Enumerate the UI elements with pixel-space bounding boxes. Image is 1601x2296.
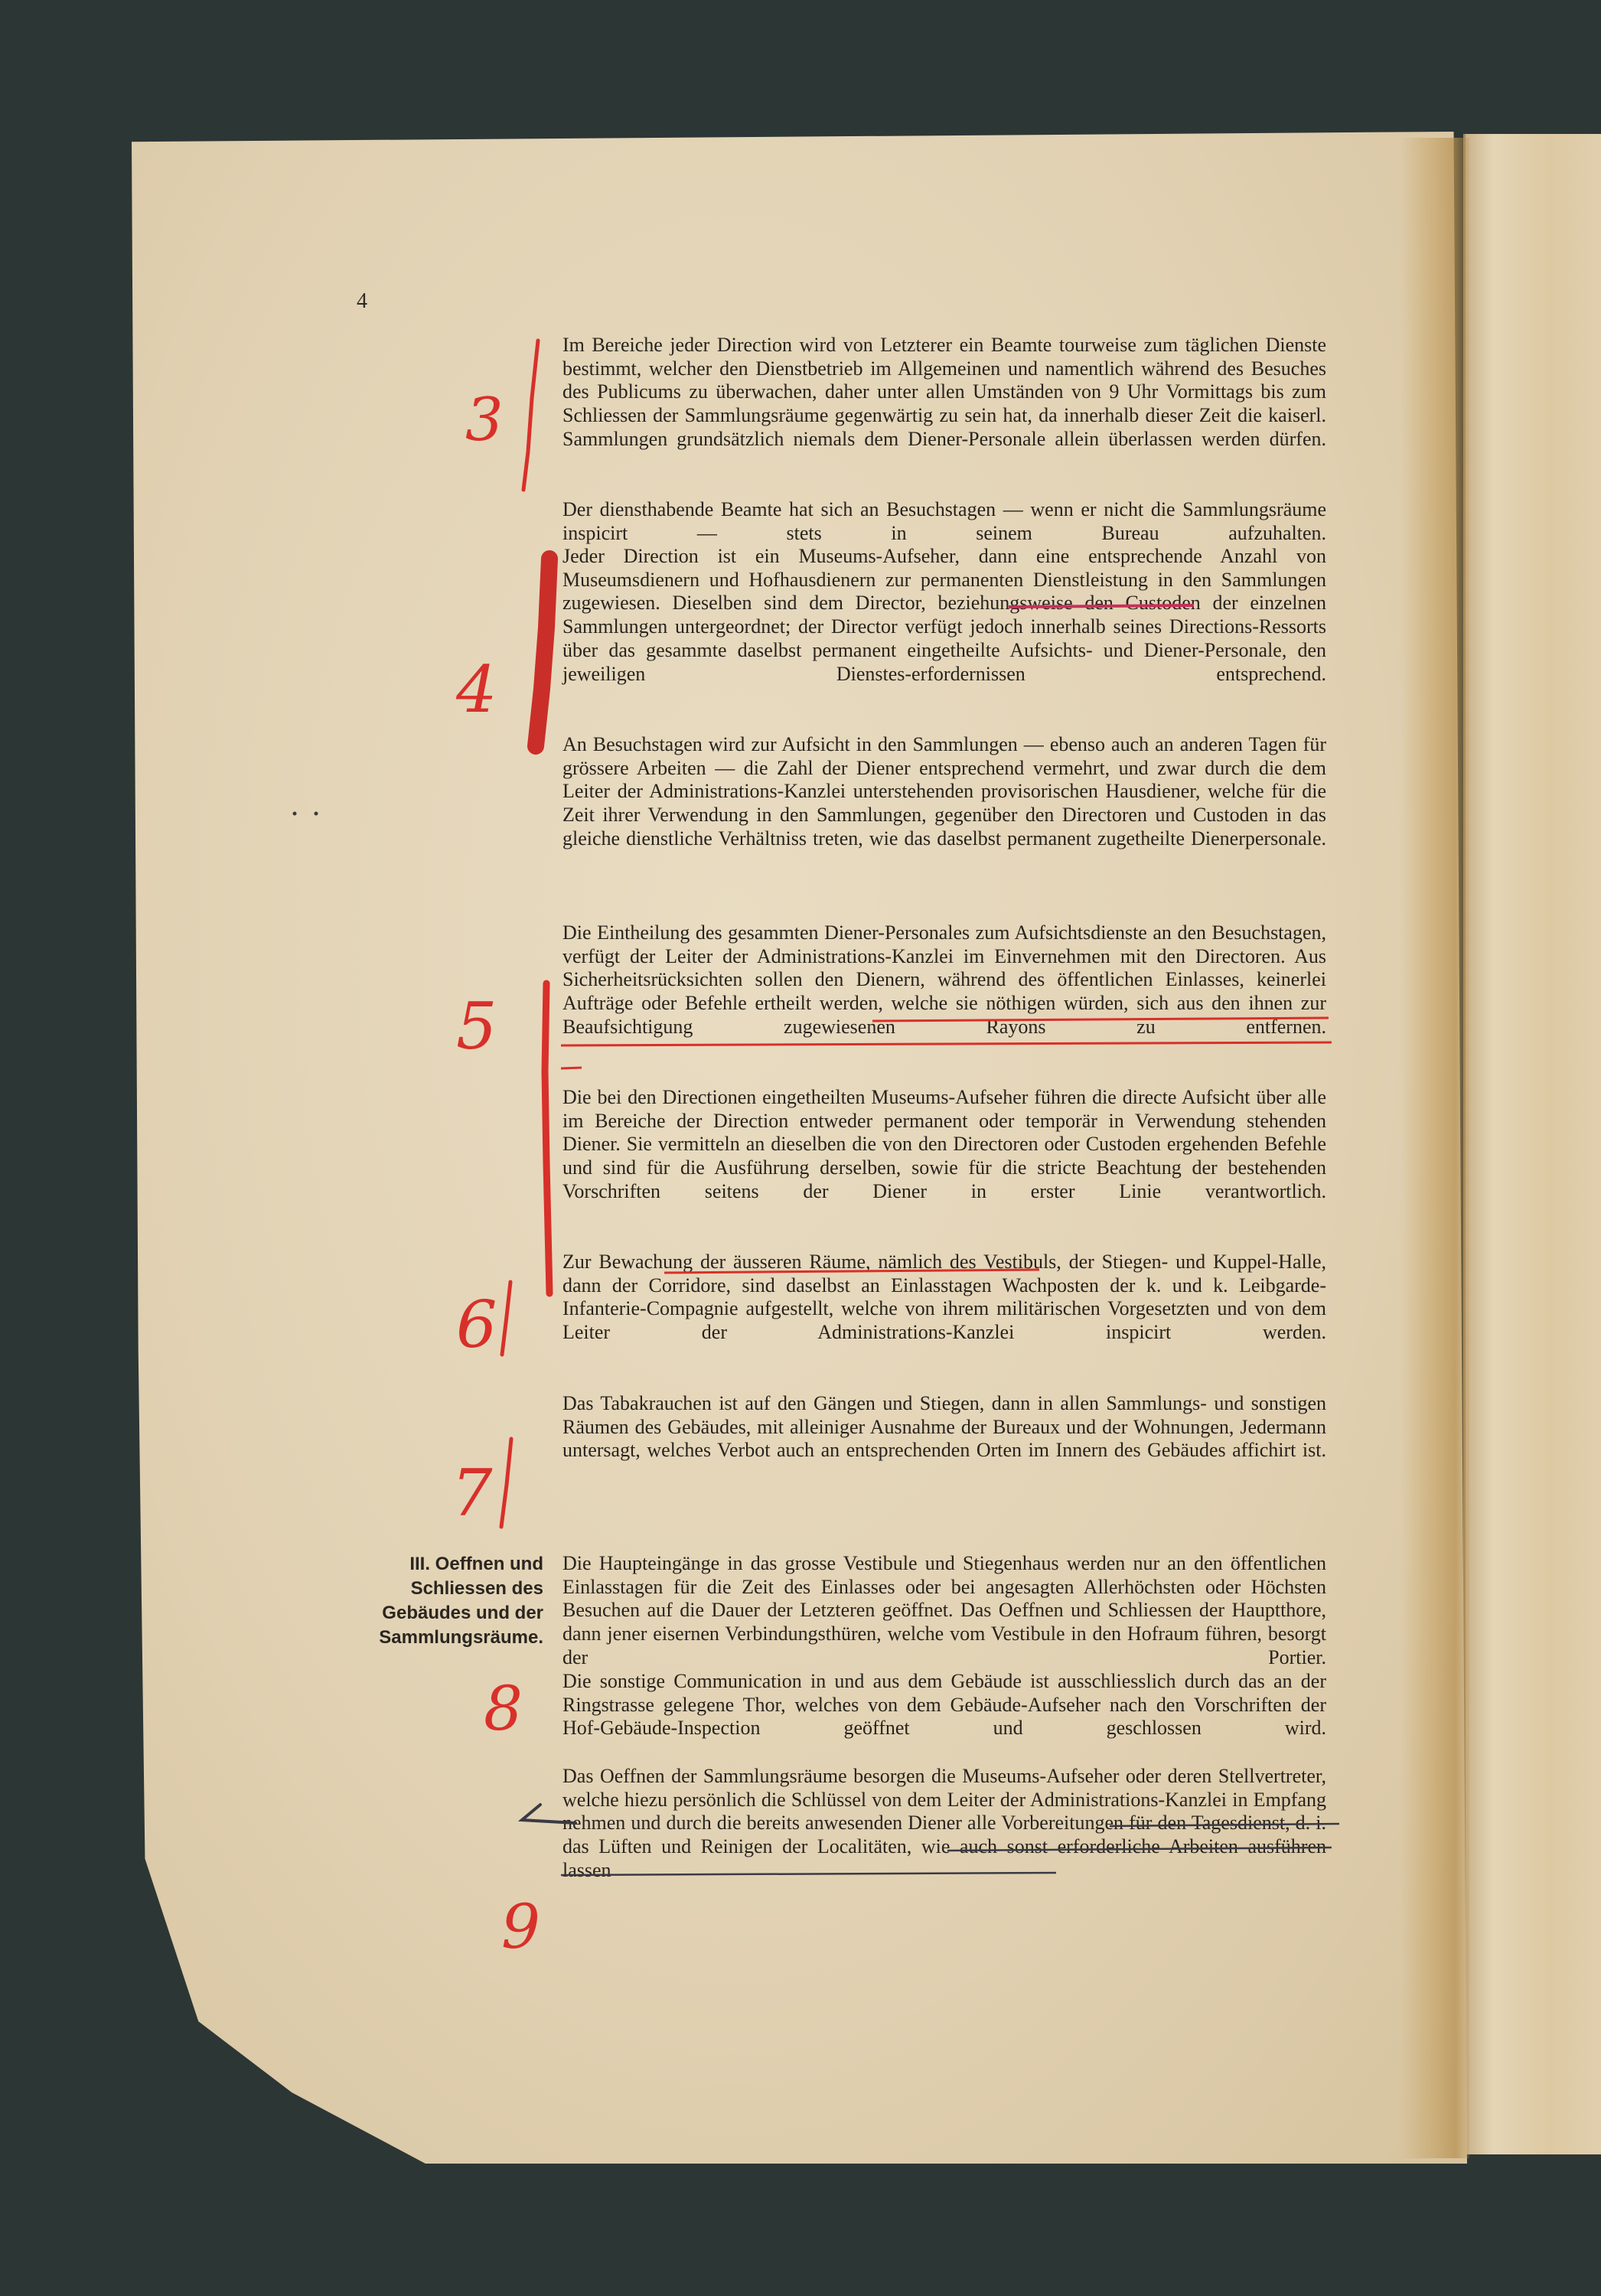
margin-number-4: 4: [456, 652, 497, 727]
margin-number-5: 5: [456, 989, 497, 1064]
margin-number-8: 8: [484, 1673, 523, 1744]
margin-number-3: 3: [465, 386, 504, 455]
paragraph-10: Die sonstige Communication in und aus dem Gebäude ist ausschliesslich durch das an der Ringstrasse gelegene Thor, welches von dem Gebäude-Aufseher nach den Vorschriften der Hof-Gebäude-Inspection geöffnet und geschlossen wird.: [562, 1670, 1326, 1740]
margin-number-6: 6: [456, 1287, 497, 1362]
paragraph-8: Das Tabakrauchen ist auf den Gängen und Stiegen, dann in allen Sammlungs- und sonstigen Räumen des Gebäudes, mit alleiniger Ausnahme der Bureaux und der Wohnungen, Jedermann untersagt, welches Verbot auch an entsprechenden Orten im Innern des Gebäudes affichirt ist.: [562, 1392, 1326, 1462]
paragraph-7: Zur Bewachung der äusseren Räume, nämlich des Vestibuls, der Stiegen- und Kuppel-Halle, dann der Corridore, sind daselbst an Einlasstagen Wachposten der k. und k. Leibgarde-Infanterie-Compagnie aufgestellt, welche von ihrem militärischen Vorgesetzten und von dem Leiter der Administrations-Kanzlei inspicirt werden.: [562, 1251, 1326, 1344]
paragraph-9: Die Haupteingänge in das grosse Vestibule und Stiegenhaus werden nur an den öffentlichen Einlasstagen für die Zeit des Einlasses oder bei angesagten Allerhöchsten oder Höchsten Besuchen auf die Dauer der Letzteren geöffnet. Das Oeffnen und Schliessen der Hauptthore, dann jener eisernen Verbindungsthüren, welche vom Vestibule in den Hofraum führen, besorgt der Portier.: [562, 1552, 1326, 1668]
paragraph-6: Die bei den Directionen eingetheilten Museums-Aufseher führen die directe Aufsicht über alle im Bereiche der Direction entweder permanent oder temporär in Verwendung stehenden Diener. Sie vermitteln an dieselben die von den Directoren oder Custoden ergehenden Befehle und sind für die Ausführung derselben, sowie für die stricte Beachtung der bestehenden Vorschriften seitens der Diener in erster Linie verantwortlich.: [562, 1086, 1326, 1202]
margin-number-9: 9: [501, 1891, 540, 1962]
margin-number-7: 7: [452, 1456, 493, 1531]
paragraph-11: Das Oeffnen der Sammlungsräume besorgen die Museums-Aufseher oder deren Stellvertreter, welche hiezu persönlich die Schlüssel von dem Leiter der Administrations-Kanzlei in Empfang nehmen und durch die bereits anwesenden Diener alle Vorbereitungen für den Tagesdienst, d. i. das Lüften und Reinigen der Localitäten, wie auch sonst erforderliche Arbeiten ausführen lassen: [562, 1765, 1326, 1881]
adjacent-page-edge: [1463, 134, 1601, 2154]
paragraph-1: Im Bereiche jeder Direction wird von Letzterer ein Beamte tourweise zum täglichen Dienste bestimmt, welcher den Dienstbetrieb im Allgemeinen und namentlich während des Besuches des Publicums zu überwachen, daher unter allen Umständen von 9 Uhr Vormittags bis zum Schliessen der Sammlungsräume gegenwärtig zu sein hat, da innerhalb dieser Zeit die kaiserl. Sammlungen grundsätzlich niemals dem Diener-Personale allein überlassen werden dürfen.: [562, 334, 1326, 450]
section-heading: III. Oeffnen und Schliessen des Gebäudes und der Sammlungsräume.: [379, 1554, 543, 1648]
paragraph-3: Jeder Direction ist ein Museums-Aufseher, dann eine entsprechende Anzahl von Museumsdienern und Hofhausdienern zur permanenten Dienstleistung in den Sammlungen zugewiesen. Dieselben sind dem Director, beziehungsweise den Custoden der einzelnen Sammlungen untergeordnet; der Director verfügt jedoch innerhalb seines Directions-Ressorts über das gesammte daselbst permanent eingetheilte Aufsichts- und Diener-Personale, den jeweiligen Dienstes-erfordernissen entsprechend.: [562, 545, 1326, 685]
paragraph-2: Der diensthabende Beamte hat sich an Besuchstagen — wenn er nicht die Sammlungsräume inspicirt — stets in seinem Bureau aufzuhalten.: [562, 498, 1326, 544]
water-stain: [1400, 138, 1469, 2158]
paragraph-4: An Besuchstagen wird zur Aufsicht in den Sammlungen — ebenso auch an anderen Tagen für grössere Arbeiten — die Zahl der Diener entsprechend vermehrt, und zwar durch die dem Leiter der Administrations-Kanzlei unterstehenden provisorischen Hausdiener, welche für die Zeit ihrer Verwendung in den Sammlungen, gegenüber den Directoren und Custoden in das gleiche dienstliche Verhältniss treten, wie das daselbst permanent zugetheilte Dienerpersonale.: [562, 733, 1326, 850]
paragraph-5: Die Eintheilung des gesammten Diener-Personales zum Aufsichtsdienste an den Besuchstagen, verfügt der Leiter der Administrations-Kanzlei im Einvernehmen mit den Directoren. Aus Sicherheitsrücksichten sollen den Dienern, während des öffentlichen Einlasses, keinerlei Aufträge oder Befehle ertheilt werden, welche sie nöthigen würden, sich aus den ihnen zur Beaufsichtigung zugewiesenen Rayons zu entfernen.: [562, 921, 1326, 1038]
page-number: 4: [357, 289, 367, 313]
